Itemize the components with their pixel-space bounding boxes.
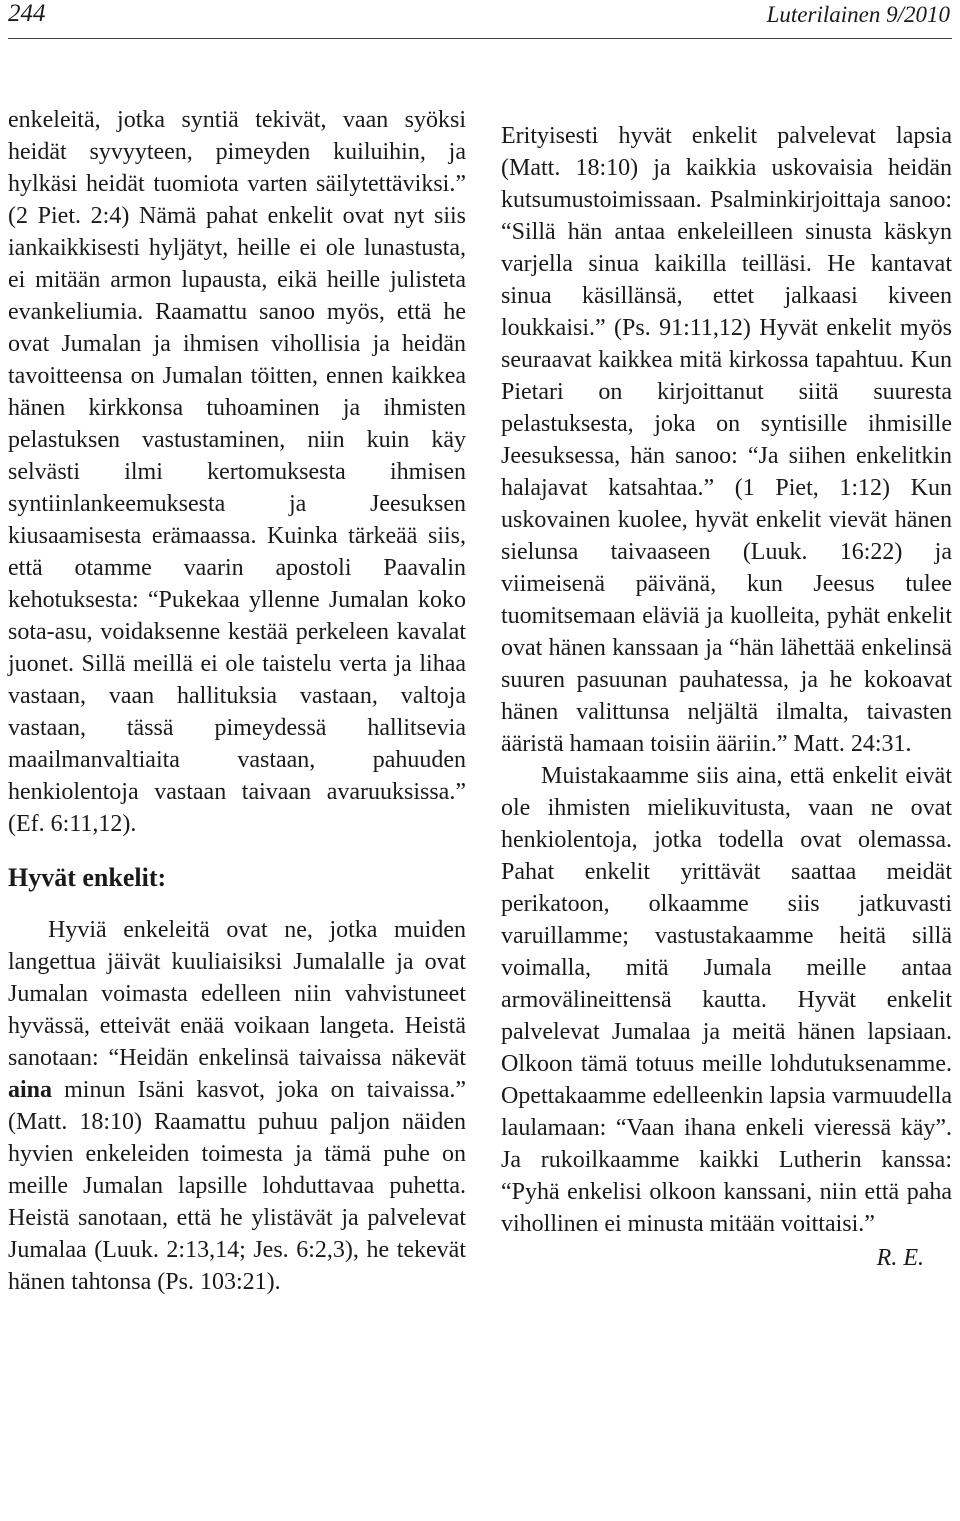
left-column bbox=[8, 104, 466, 1298]
left-paragraph-2-start: Hyviä enkeleitä ovat ne, jotka muiden langettua jäivät kuuliaisiksi Jumalalle ja ovat Jumalan voimasta edelleen niin vahvistuneet hyvässä, etteivät enää voikaan langeta. Heistä sanotaan: “Heidän enkelinsä taivaissa näkevät bbox=[8, 917, 466, 1071]
page-number: 244 bbox=[8, 0, 46, 27]
right-column bbox=[501, 120, 952, 1274]
left-paragraph-2-end: minun Isäni kasvot, joka on taivaissa.” (Matt. 18:10) Raamattu puhuu paljon näiden hyvien enkeleiden toimesta ja tämä puhe on meille Jumalan lapsille lohduttavaa puhetta. Heistä sanotaan, että he ylistävät ja palvelevat Jumalaa (Luuk. 2:13,14; Jes. 6:2,3), he tekevät hänen tahtonsa (Ps. 103:21). bbox=[8, 1077, 466, 1295]
left-paragraph-1: enkeleitä, jotka syntiä tekivät, vaan syöksi heidät syvyyteen, pimeyden kuiluihin, ja hylkäsi heidät tuomiota varten säilytettäviksi.” (2 Piet. 2:4) Nämä pahat enkelit ovat nyt siis iankaikkisesti hyljätyt, heille ei ole lunastusta, ei mitään armon lupausta, eikä heille julisteta evankeliumia. Raamattu sanoo myös, että he ovat Jumalan ja ihmisen vihollisia ja heidän tavoitteensa on Jumalan töitten, ennen kaikkea hänen kirkkonsa tuhoaminen ja ihmisten pelastuksen vastustaminen, niin kuin käy selvästi ilmi kertomuksesta ihmisen syntiinlankeemuksesta ja Jeesuksen kiusaamisesta erämaassa. Kuinka tärkeää siis, että otamme vaarin apostoli Paavalin kehotuksesta: “Pukekaa yllenne Jumalan koko sota-asu, voidaksenne kestää perkeleen kavalat juonet. Sillä meillä ei ole taistelu verta ja lihaa vastaan, vaan hallituksia vastaan, valtoja vastaan, tässä pimeydessä hallitsevia maailmanvaltiaita vastaan, pahuuden henkiolentoja vastaan taivaan avaruuksissa.” (Ef. 6:11,12). bbox=[8, 107, 466, 837]
page-header bbox=[8, 0, 952, 36]
right-paragraph-1: Erityisesti hyvät enkelit palvelevat lapsia (Matt. 18:10) ja kaikkia uskovaisia heidän kutsumustoimissaan. Psalminkirjoittaja sanoo: “Sillä hän antaa enkeleilleen sinusta käskyn varjella sinua kaikilla teilläsi. He kantavat sinua käsillänsä, ettet jalkaasi kiveen loukkaisi.” (Ps. 91:11,12) Hyvät enkelit myös seuraavat kaikkea mitä kirkossa tapahtuu. Kun Pietari on kirjoittanut siitä suuresta pelastuksesta, joka on syntisille ihmisille Jeesuksessa, hän sanoo: “Ja siihen enkelitkin halajavat katsahtaa.” (1 Piet, 1:12) Kun uskovainen kuolee, hyvät enkelit vievät hänen sielunsa taivaaseen (Luuk. 16:22) ja viimeisenä päivänä, kun Jeesus tulee tuomitsemaan eläviä ja kuolleita, pyhät enkelit ovat hänen kanssaan ja “hän lähettää enkelinsä suuren pasuunan pauhatessa, ja he kokoavat hänen valittunsa neljältä ilmalta, taivasten ääristä hamaan toisiin ääriin.” Matt. 24:31. bbox=[501, 123, 952, 757]
right-paragraph-2: Muistakaamme siis aina, että enkelit eivät ole ihmisten mielikuvitusta, vaan ne ovat henkiolentoja, jotka todella ovat olemassa. Pahat enkelit yrittävät saattaa meidät perikatoon, olkaamme siis jatkuvasti varuillamme; vastustakaamme heitä sillä voimalla, mitä Jumala meille antaa armovälineittensä kautta. Hyvät enkelit palvelevat Jumalaa ja meitä hänen lapsiaan. Olkoon tämä totuus meille lohdutuksenamme. Opettakaamme edelleenkin lapsia varmuudella laulamaan: “Vaan ihana enkeli vieressä käy”. Ja rukoilkaamme kaikki Lutherin kanssa: “Pyhä enkelisi olkoon kanssani, niin että paha vihollinen ei minusta mitään voittaisi.” bbox=[501, 763, 952, 1237]
emphasis-word: aina bbox=[8, 1077, 53, 1103]
journal-issue: Luterilainen 9/2010 bbox=[766, 2, 950, 27]
left-paragraph-2 bbox=[8, 914, 466, 1298]
section-heading: Hyvät enkelit: bbox=[8, 863, 167, 892]
author-signature: R. E. bbox=[876, 1245, 924, 1271]
header-rule bbox=[8, 38, 952, 39]
